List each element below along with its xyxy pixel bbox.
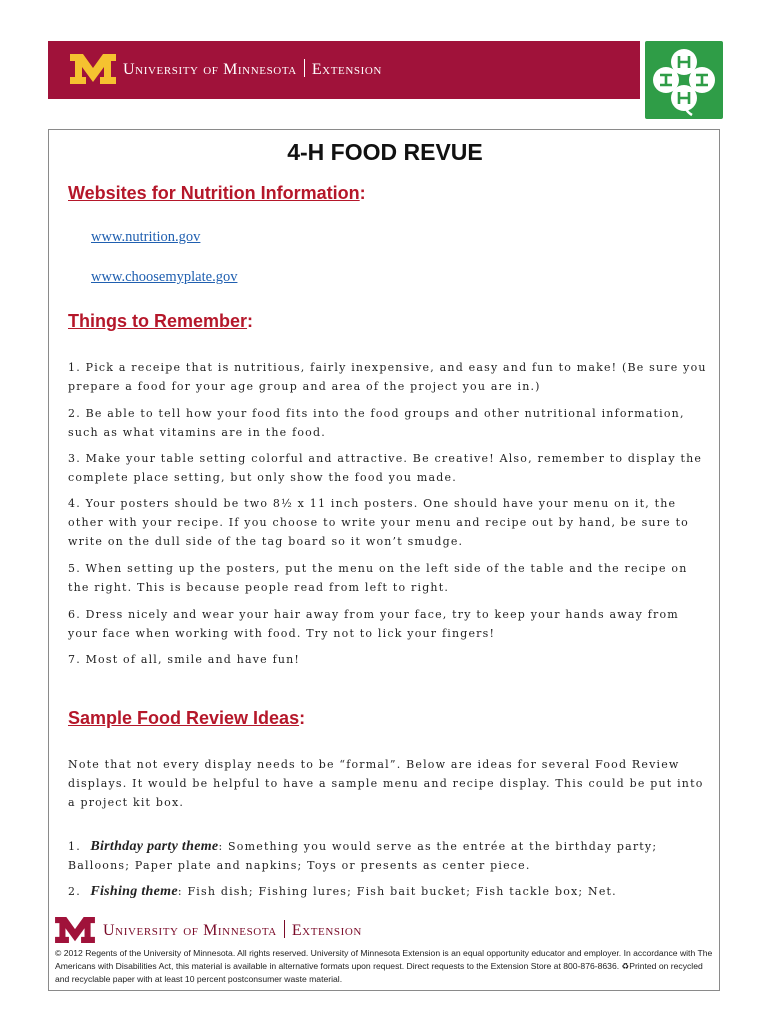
websites-heading xyxy=(68,183,366,204)
idea-1-text: : Something you would serve as the entrée at the birthday party; Balloons; Paper plate and napkins; Toys or presents as center piece. xyxy=(68,840,658,872)
footer-logo xyxy=(55,917,415,943)
footer-unit: Extension xyxy=(291,922,362,939)
ideas-intro: Note that not every display needs to be “formal”. Below are ideas for several Food Review displays. It would be helpful to have a sample menu and recipe display. This could be put into a project kit box. xyxy=(68,758,704,809)
idea-1-num: 1. xyxy=(68,840,81,853)
remember-heading xyxy=(68,311,253,332)
ideas-heading-colon: : xyxy=(299,708,306,728)
footer-title xyxy=(103,920,362,940)
4h-clover-icon xyxy=(645,41,723,119)
banner-title xyxy=(123,59,382,79)
link-choosemyplate-gov[interactable]: www.choosemyplate.gov xyxy=(91,269,238,285)
remember-item-2: 2. Be able to tell how your food fits into the food groups and other nutritional information, such as what vitamins are in the food. xyxy=(68,407,685,439)
header-banner xyxy=(48,41,640,99)
remember-item-7: 7. Most of all, smile and have fun! xyxy=(68,653,301,666)
ideas-heading-text: Sample Food Review Ideas xyxy=(68,708,300,728)
remember-item-1: 1. Pick a receipe that is nutritious, fairly inexpensive, and easy and fun to make! (Be sure you prepare a food for your age group and area of the project you are in.) xyxy=(68,361,707,393)
footer-m-logo xyxy=(55,917,95,943)
link-nutrition-gov[interactable]: www.nutrition.gov xyxy=(91,229,201,245)
idea-2-theme: Fishing theme xyxy=(90,884,178,899)
websites-heading-colon: : xyxy=(359,183,366,203)
remember-item-4: 4. Your posters should be two 8½ x 11 inch posters. One should have your menu on it, the other with your recipe. If you choose to write your menu and recipe out by hand, be sure to write on the dull side of the tag board so it won’t smudge. xyxy=(68,497,690,548)
university-m-logo xyxy=(70,54,116,84)
idea-2-text: : Fish dish; Fishing lures; Fish bait bucket; Fish tackle box; Net. xyxy=(177,885,617,898)
page-title: 4-H FOOD REVUE xyxy=(287,139,483,165)
footer-institution: University of Minnesota xyxy=(103,922,277,939)
banner-unit: Extension xyxy=(311,61,382,78)
idea-2-num: 2. xyxy=(68,885,81,898)
banner-divider xyxy=(304,59,305,77)
ideas-heading xyxy=(68,708,305,729)
remember-heading-colon: : xyxy=(247,311,254,331)
remember-heading-text: Things to Remember xyxy=(68,311,248,331)
remember-item-5: 5. When setting up the posters, put the menu on the left side of the table and the recipe on the right. This is because people read from left to right. xyxy=(68,562,688,594)
websites-heading-text: Websites for Nutrition Information xyxy=(68,183,360,203)
remember-item-6: 6. Dress nicely and wear your hair away from your face, try to keep your hands away from your face when working with food. Try not to lick your fingers! xyxy=(68,608,679,640)
idea-item-2 xyxy=(68,882,708,901)
idea-1-theme: Birthday party theme xyxy=(90,839,219,854)
legal-notice: © 2012 Regents of the University of Minnesota. All rights reserved. University of Minnesota Extension is an equal opportunity educator and employer. In accordance with The Americans with Disabilities Act, this material is available in alternative formats upon request. Direct requests to the Extension Store at 800-876-8636. ♻Printed on recycled and recyclable paper with at least 10 percent postconsumer waste material. xyxy=(55,948,713,984)
banner-institution: University of Minnesota xyxy=(123,61,297,78)
footer-divider xyxy=(284,920,285,938)
idea-item-1 xyxy=(68,837,708,875)
remember-item-3: 3. Make your table setting colorful and attractive. Be creative! Also, remember to display the complete place setting, but only show the food you made. xyxy=(68,452,703,484)
